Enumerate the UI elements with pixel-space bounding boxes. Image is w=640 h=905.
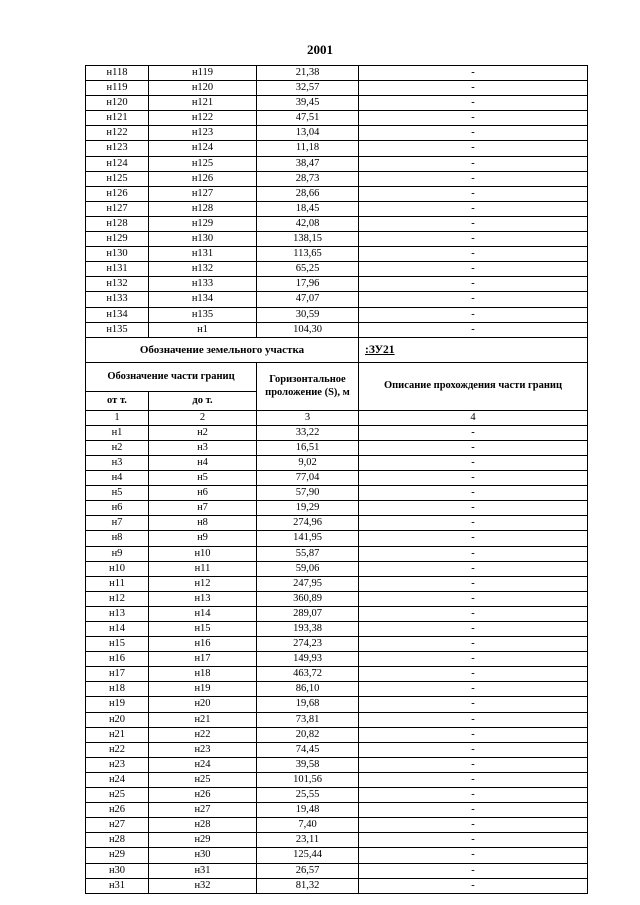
table-row (86, 531, 588, 546)
description: - (359, 232, 588, 247)
table-row (86, 712, 588, 727)
to-point: н8 (149, 516, 257, 531)
from-point: н130 (86, 247, 149, 262)
description: - (359, 576, 588, 591)
description: - (359, 126, 588, 141)
table-row (86, 546, 588, 561)
distance: 33,22 (257, 425, 359, 440)
table-row (86, 863, 588, 878)
distance: 30,59 (257, 307, 359, 322)
table-row (86, 591, 588, 606)
distance: 28,66 (257, 186, 359, 201)
table-row (86, 440, 588, 455)
table-row (86, 697, 588, 712)
bottom-rows (86, 425, 588, 893)
from-point: н131 (86, 262, 149, 277)
description: - (359, 307, 588, 322)
to-point: н3 (149, 440, 257, 455)
table-row (86, 322, 588, 337)
description: - (359, 591, 588, 606)
table-row (86, 277, 588, 292)
description: - (359, 818, 588, 833)
table-row (86, 292, 588, 307)
distance: 39,58 (257, 757, 359, 772)
distance: 59,06 (257, 561, 359, 576)
from-point: н28 (86, 833, 149, 848)
table-row (86, 788, 588, 803)
table-row (86, 111, 588, 126)
description: - (359, 186, 588, 201)
description: - (359, 96, 588, 111)
distance: 55,87 (257, 546, 359, 561)
from-point: н1 (86, 425, 149, 440)
to-point: н19 (149, 682, 257, 697)
to-point: н135 (149, 307, 257, 322)
description: - (359, 772, 588, 787)
description: - (359, 501, 588, 516)
from-header: от т. (86, 391, 149, 410)
description: - (359, 622, 588, 637)
distance: 9,02 (257, 455, 359, 470)
from-point: н2 (86, 440, 149, 455)
distance: 74,45 (257, 742, 359, 757)
table-row (86, 81, 588, 96)
distance: 32,57 (257, 81, 359, 96)
to-point: н30 (149, 848, 257, 863)
to-point: н134 (149, 292, 257, 307)
distance: 141,95 (257, 531, 359, 546)
to-point: н128 (149, 201, 257, 216)
horizontal-header: Горизонтальное проложение (S), м (257, 362, 359, 410)
description: - (359, 531, 588, 546)
from-point: н24 (86, 772, 149, 787)
description: - (359, 757, 588, 772)
to-point: н31 (149, 863, 257, 878)
distance: 25,55 (257, 788, 359, 803)
distance: 274,96 (257, 516, 359, 531)
description: - (359, 201, 588, 216)
table-row (86, 637, 588, 652)
from-point: н127 (86, 201, 149, 216)
description: - (359, 66, 588, 81)
from-point: н31 (86, 878, 149, 893)
distance: 247,95 (257, 576, 359, 591)
distance: 21,38 (257, 66, 359, 81)
description-header: Описание прохождения части границ (359, 362, 588, 410)
description: - (359, 171, 588, 186)
table-row (86, 667, 588, 682)
to-point: н133 (149, 277, 257, 292)
table-row (86, 141, 588, 156)
description: - (359, 111, 588, 126)
parcel-label: Обозначение земельного участка (86, 337, 359, 362)
from-point: н121 (86, 111, 149, 126)
top-rows (86, 66, 588, 338)
distance: 65,25 (257, 262, 359, 277)
table-row (86, 682, 588, 697)
description: - (359, 81, 588, 96)
from-point: н19 (86, 697, 149, 712)
to-point: н123 (149, 126, 257, 141)
to-point: н124 (149, 141, 257, 156)
table-row (86, 818, 588, 833)
from-point: н123 (86, 141, 149, 156)
section-header (86, 337, 588, 425)
description: - (359, 156, 588, 171)
table-row (86, 848, 588, 863)
description: - (359, 546, 588, 561)
distance: 113,65 (257, 247, 359, 262)
description: - (359, 516, 588, 531)
to-point: н26 (149, 788, 257, 803)
table-row (86, 96, 588, 111)
table-row (86, 425, 588, 440)
table-row (86, 833, 588, 848)
from-point: н9 (86, 546, 149, 561)
distance: 81,32 (257, 878, 359, 893)
table-row (86, 622, 588, 637)
description: - (359, 637, 588, 652)
description: - (359, 471, 588, 486)
from-point: н16 (86, 652, 149, 667)
from-point: н11 (86, 576, 149, 591)
from-point: н128 (86, 216, 149, 231)
distance: 104,30 (257, 322, 359, 337)
to-point: н4 (149, 455, 257, 470)
distance: 18,45 (257, 201, 359, 216)
from-point: н6 (86, 501, 149, 516)
from-point: н8 (86, 531, 149, 546)
distance: 125,44 (257, 848, 359, 863)
to-point: н20 (149, 697, 257, 712)
to-point: н22 (149, 727, 257, 742)
to-point: н15 (149, 622, 257, 637)
table-row (86, 247, 588, 262)
description: - (359, 606, 588, 621)
distance: 19,48 (257, 803, 359, 818)
from-point: н21 (86, 727, 149, 742)
description: - (359, 425, 588, 440)
distance: 193,38 (257, 622, 359, 637)
distance: 73,81 (257, 712, 359, 727)
distance: 274,23 (257, 637, 359, 652)
description: - (359, 292, 588, 307)
table-row (86, 516, 588, 531)
description: - (359, 486, 588, 501)
to-point: н32 (149, 878, 257, 893)
from-point: н23 (86, 757, 149, 772)
table-row (86, 232, 588, 247)
table-row (86, 262, 588, 277)
description: - (359, 863, 588, 878)
to-point: н7 (149, 501, 257, 516)
description: - (359, 247, 588, 262)
table-row (86, 186, 588, 201)
to-header: до т. (149, 391, 257, 410)
description: - (359, 667, 588, 682)
distance: 20,82 (257, 727, 359, 742)
to-point: н10 (149, 546, 257, 561)
distance: 26,57 (257, 863, 359, 878)
table-row (86, 156, 588, 171)
from-point: н10 (86, 561, 149, 576)
distance: 42,08 (257, 216, 359, 231)
description: - (359, 833, 588, 848)
table-row (86, 727, 588, 742)
description: - (359, 878, 588, 893)
boundary-parts-header: Обозначение части границ (86, 362, 257, 391)
to-point: н125 (149, 156, 257, 171)
distance: 28,73 (257, 171, 359, 186)
description: - (359, 277, 588, 292)
from-point: н132 (86, 277, 149, 292)
to-point: н126 (149, 171, 257, 186)
distance: 86,10 (257, 682, 359, 697)
description: - (359, 216, 588, 231)
distance: 289,07 (257, 606, 359, 621)
from-point: н17 (86, 667, 149, 682)
page-number: 2001 (307, 42, 333, 57)
description: - (359, 712, 588, 727)
distance: 47,51 (257, 111, 359, 126)
from-point: н14 (86, 622, 149, 637)
table-row (86, 66, 588, 81)
distance: 17,96 (257, 277, 359, 292)
table-row (86, 878, 588, 893)
table-row (86, 757, 588, 772)
from-point: н20 (86, 712, 149, 727)
to-point: н6 (149, 486, 257, 501)
table-row (86, 126, 588, 141)
from-point: н126 (86, 186, 149, 201)
to-point: н17 (149, 652, 257, 667)
to-point: н1 (149, 322, 257, 337)
from-point: н30 (86, 863, 149, 878)
from-point: н22 (86, 742, 149, 757)
to-point: н130 (149, 232, 257, 247)
distance: 360,89 (257, 591, 359, 606)
to-point: н127 (149, 186, 257, 201)
to-point: н14 (149, 606, 257, 621)
table-row (86, 772, 588, 787)
description: - (359, 788, 588, 803)
description: - (359, 262, 588, 277)
to-point: н119 (149, 66, 257, 81)
to-point: н27 (149, 803, 257, 818)
to-point: н122 (149, 111, 257, 126)
to-point: н5 (149, 471, 257, 486)
to-point: н9 (149, 531, 257, 546)
to-point: н23 (149, 742, 257, 757)
from-point: н125 (86, 171, 149, 186)
description: - (359, 561, 588, 576)
from-point: н26 (86, 803, 149, 818)
from-point: н118 (86, 66, 149, 81)
from-point: н13 (86, 606, 149, 621)
distance: 38,47 (257, 156, 359, 171)
distance: 7,40 (257, 818, 359, 833)
to-point: н121 (149, 96, 257, 111)
from-point: н133 (86, 292, 149, 307)
table-row (86, 742, 588, 757)
distance: 138,15 (257, 232, 359, 247)
table-row (86, 501, 588, 516)
to-point: н129 (149, 216, 257, 231)
table-row (86, 561, 588, 576)
distance: 101,56 (257, 772, 359, 787)
from-point: н122 (86, 126, 149, 141)
from-point: н4 (86, 471, 149, 486)
from-point: н15 (86, 637, 149, 652)
table-row (86, 803, 588, 818)
from-point: н135 (86, 322, 149, 337)
to-point: н21 (149, 712, 257, 727)
distance: 19,29 (257, 501, 359, 516)
to-point: н29 (149, 833, 257, 848)
description: - (359, 742, 588, 757)
from-point: н129 (86, 232, 149, 247)
distance: 77,04 (257, 471, 359, 486)
distance: 47,07 (257, 292, 359, 307)
from-point: н18 (86, 682, 149, 697)
to-point: н16 (149, 637, 257, 652)
description: - (359, 727, 588, 742)
distance: 39,45 (257, 96, 359, 111)
table-row (86, 606, 588, 621)
col-number-4: 4 (359, 410, 588, 425)
to-point: н120 (149, 81, 257, 96)
to-point: н28 (149, 818, 257, 833)
description: - (359, 141, 588, 156)
to-point: н131 (149, 247, 257, 262)
description: - (359, 652, 588, 667)
from-point: н29 (86, 848, 149, 863)
description: - (359, 697, 588, 712)
from-point: н119 (86, 81, 149, 96)
table-row (86, 201, 588, 216)
col-number-3: 3 (257, 410, 359, 425)
to-point: н2 (149, 425, 257, 440)
boundary-table (85, 65, 588, 894)
col-number-1: 1 (86, 410, 149, 425)
description: - (359, 440, 588, 455)
distance: 149,93 (257, 652, 359, 667)
table-row (86, 307, 588, 322)
from-point: н3 (86, 455, 149, 470)
distance: 57,90 (257, 486, 359, 501)
table-row (86, 652, 588, 667)
to-point: н132 (149, 262, 257, 277)
from-point: н134 (86, 307, 149, 322)
from-point: н120 (86, 96, 149, 111)
col-number-2: 2 (149, 410, 257, 425)
from-point: н27 (86, 818, 149, 833)
description: - (359, 848, 588, 863)
from-point: н124 (86, 156, 149, 171)
distance: 19,68 (257, 697, 359, 712)
table-row (86, 216, 588, 231)
table-row (86, 171, 588, 186)
distance: 23,11 (257, 833, 359, 848)
to-point: н25 (149, 772, 257, 787)
to-point: н18 (149, 667, 257, 682)
to-point: н13 (149, 591, 257, 606)
table-row (86, 455, 588, 470)
parcel-value: :ЗУ21 (359, 337, 588, 362)
distance: 16,51 (257, 440, 359, 455)
table-row (86, 471, 588, 486)
description: - (359, 803, 588, 818)
description: - (359, 455, 588, 470)
distance: 463,72 (257, 667, 359, 682)
distance: 13,04 (257, 126, 359, 141)
description: - (359, 322, 588, 337)
table-row (86, 576, 588, 591)
to-point: н12 (149, 576, 257, 591)
distance: 11,18 (257, 141, 359, 156)
from-point: н25 (86, 788, 149, 803)
description: - (359, 682, 588, 697)
to-point: н11 (149, 561, 257, 576)
table-row (86, 486, 588, 501)
from-point: н12 (86, 591, 149, 606)
from-point: н7 (86, 516, 149, 531)
to-point: н24 (149, 757, 257, 772)
from-point: н5 (86, 486, 149, 501)
